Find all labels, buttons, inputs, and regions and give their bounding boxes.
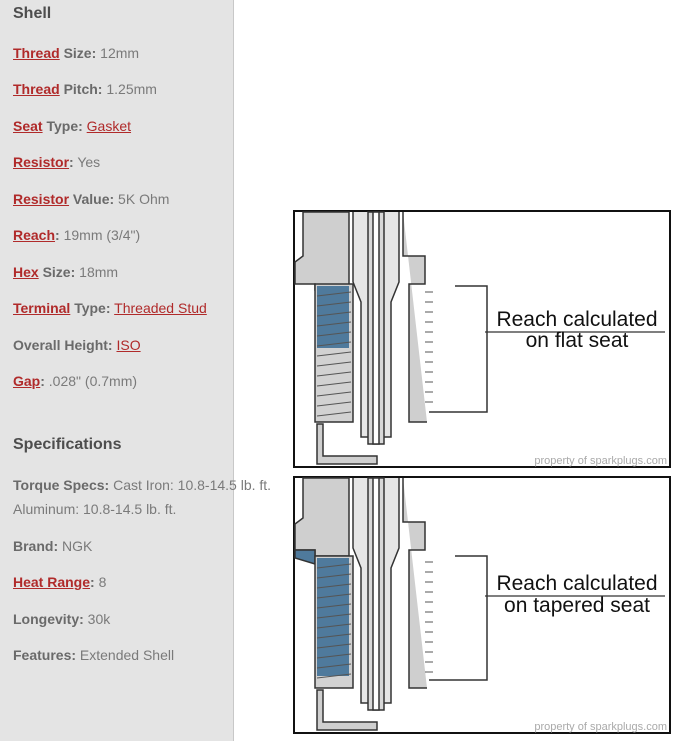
spec-resistor: Resistor: Yes: [13, 154, 101, 170]
reach-bracket: [429, 286, 487, 412]
reach-tapered-seat-diagram: [293, 476, 671, 734]
spec-gap: Gap: .028" (0.7mm): [13, 373, 138, 389]
resistor-link[interactable]: Resistor: [13, 154, 70, 170]
spec-thread-pitch: Thread Pitch: 1.25mm: [13, 81, 157, 97]
spec-brand: Brand: NGK: [13, 538, 93, 554]
reach-link[interactable]: Reach: [13, 227, 56, 243]
spec-hex-size: Hex Size: 18mm: [13, 264, 119, 280]
shell-heading: Shell: [13, 5, 52, 22]
diagram-caption-line2: on flat seat: [525, 329, 629, 352]
thread-link[interactable]: Thread: [13, 81, 60, 97]
resistor-link[interactable]: Resistor: [13, 191, 70, 207]
spec-longevity: Longevity: 30k: [13, 611, 111, 627]
diagram-watermark: property of sparkplugs.com: [534, 455, 667, 467]
diagram-caption-line2: on tapered seat: [504, 594, 650, 617]
seat-link[interactable]: Seat: [13, 118, 43, 134]
specifications-heading: Specifications: [13, 436, 122, 453]
spark-plug-illustration: [295, 212, 433, 464]
diagram-watermark: property of sparkplugs.com: [534, 721, 667, 733]
threaded-stud-link[interactable]: Threaded Stud: [114, 300, 207, 316]
spec-torque: Torque Specs: Cast Iron: 10.8-14.5 lb. ft.: [13, 477, 272, 493]
diagram-caption-line1: Reach calculated: [496, 572, 658, 595]
reach-flat-seat-diagram: [293, 210, 671, 468]
gap-link[interactable]: Gap: [13, 373, 41, 389]
spec-seat-type: Seat Type: Gasket: [13, 118, 132, 134]
hex-link[interactable]: Hex: [13, 264, 39, 280]
iso-link[interactable]: ISO: [116, 337, 141, 353]
spec-sidebar: [0, 0, 272, 741]
thread-link[interactable]: Thread: [13, 45, 60, 61]
spec-terminal-type: Terminal Type: Threaded Stud: [13, 300, 207, 316]
heat-range-link[interactable]: Heat Range: [13, 574, 91, 590]
spec-resistor-value: Resistor Value: 5K Ohm: [13, 191, 170, 207]
terminal-link[interactable]: Terminal: [13, 300, 71, 316]
diagram-caption-line1: Reach calculated: [496, 308, 658, 331]
spec-overall-height: Overall Height: ISO: [13, 337, 141, 353]
reach-bracket: [429, 556, 487, 680]
spec-torque-aluminum: Aluminum: 10.8-14.5 lb. ft.: [13, 501, 177, 517]
spec-thread-size: Thread Size: 12mm: [13, 45, 140, 61]
spec-features: Features: Extended Shell: [13, 647, 175, 663]
gasket-link[interactable]: Gasket: [86, 118, 132, 134]
spec-heat-range: Heat Range: 8: [13, 574, 107, 590]
spec-reach: Reach: 19mm (3/4"): [13, 227, 141, 243]
spark-plug-illustration: [295, 478, 433, 730]
